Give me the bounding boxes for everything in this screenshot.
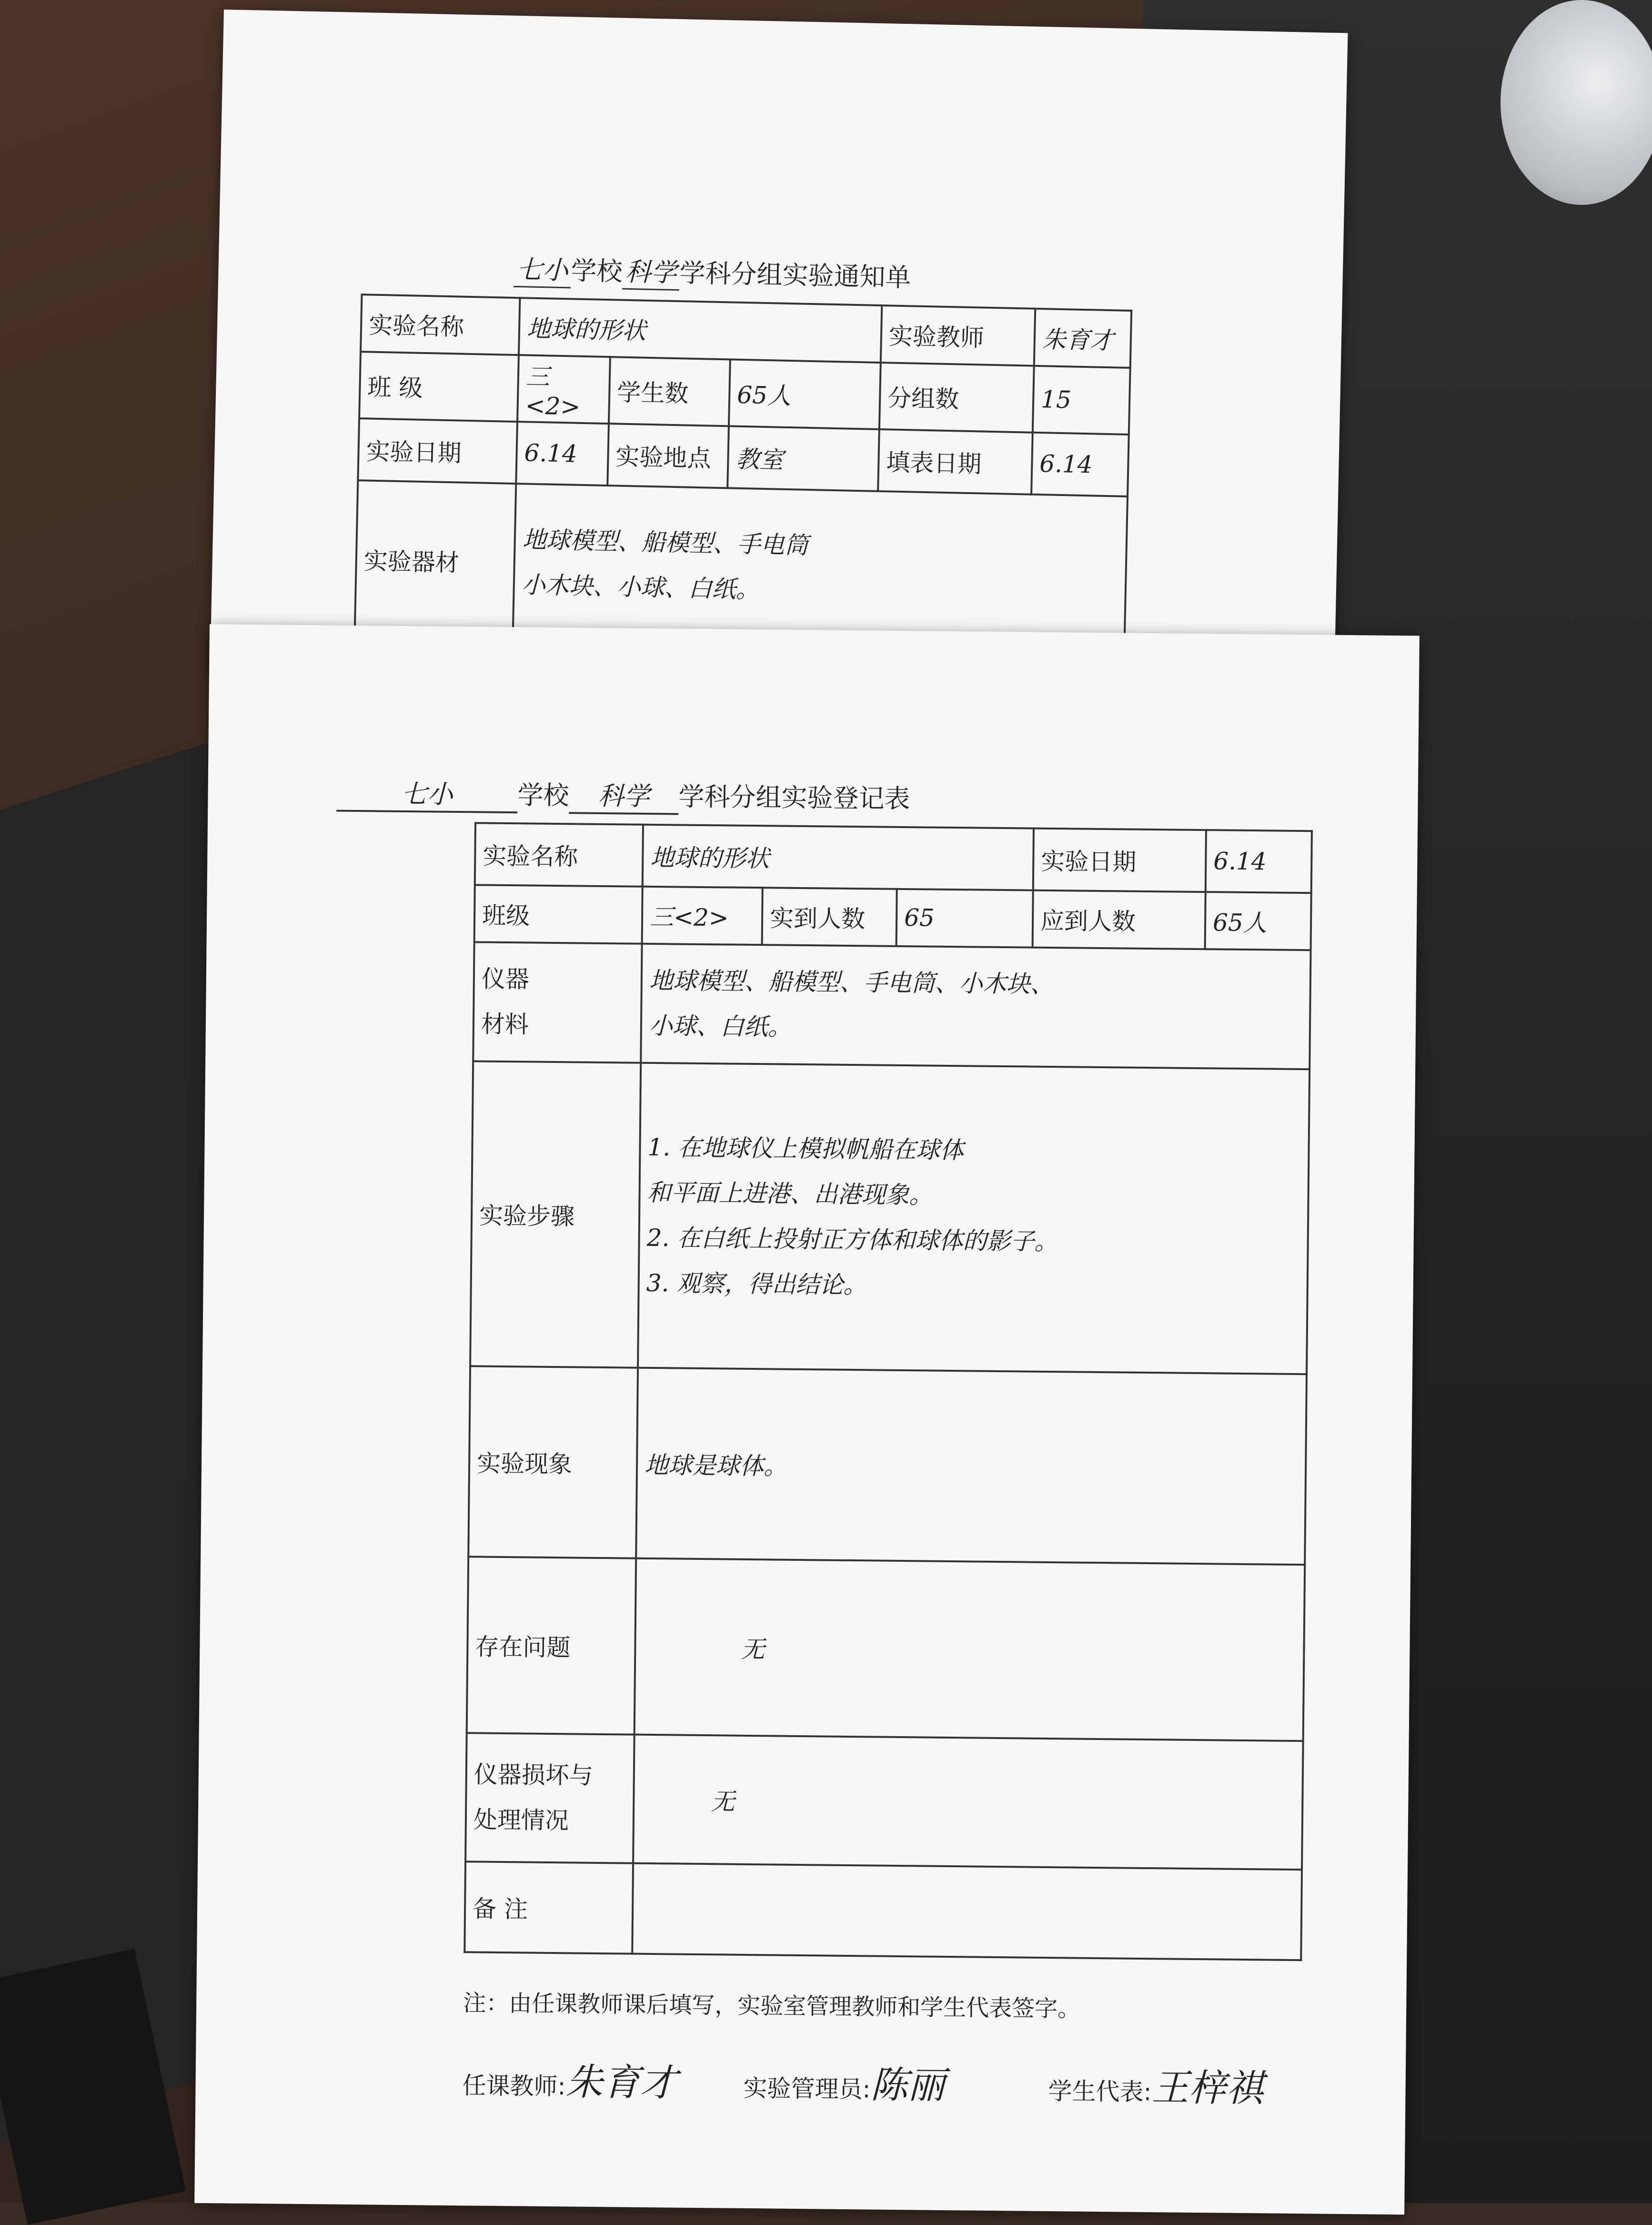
step-2: 2. 在白纸上投射正方体和球体的影子。 [646,1224,1058,1256]
sig-admin: 陈丽 [870,2063,945,2107]
step-1b: 和平面上进港、出港现象。 [647,1178,933,1209]
materials-line-1: 地球模型、船模型、手电筒、小木块、 [649,966,1055,999]
reg-value-problems: 无 [635,1558,1305,1741]
reg-label-materials [473,942,642,1062]
notice-sheet [210,10,1348,700]
label-place: 实验地点 [607,424,729,488]
reg-label-name: 实验名称 [475,823,643,886]
label-equipment: 实验器材 [354,480,516,641]
reg-value-remarks [632,1863,1302,1960]
reg-value-expected: 65人 [1205,892,1311,950]
reg-label-damage [465,1733,635,1863]
register-title [336,773,910,818]
notice-title-suffix: 学科分组实验通知单 [679,258,912,293]
reg-label-class: 班级 [474,885,643,943]
reg-label-damage2: 处理情况 [473,1806,569,1835]
value-place: 教室 [727,426,879,491]
notice-title [514,249,911,295]
step-1a: 1. 在地球仪上模拟帆船在球体 [647,1133,964,1164]
sig-student: 王梓祺 [1151,2066,1263,2111]
sig-teacher-label: 任课教师: [462,2072,566,2101]
reg-label-instr1: 仪器 [481,965,530,993]
reg-label-steps: 实验步骤 [470,1061,641,1367]
reg-label-actual: 实到人数 [762,888,897,946]
reg-value-class: 三<2> [642,887,763,945]
value-fill-date: 6.14 [1031,433,1129,496]
value-date: 6.14 [516,422,609,485]
label-name: 实验名称 [361,294,520,355]
reg-label-date: 实验日期 [1033,829,1206,892]
step-3: 3. 观察，得出结论。 [646,1269,867,1299]
register-school-suffix: 学校 [517,780,569,811]
reg-value-damage: 无 [633,1735,1303,1870]
equipment-line-1: 地球模型、船模型、手电筒 [522,526,809,559]
label-date: 实验日期 [358,418,517,484]
label-class: 班 级 [359,352,519,422]
sig-teacher-row [462,2051,677,2106]
register-title-suffix: 学科分组实验登记表 [678,781,910,814]
reg-label-damage1: 仪器损坏与 [473,1760,594,1790]
materials-line-2: 小球、白纸。 [648,1011,792,1041]
reg-value-actual: 65 [897,889,1033,948]
notice-school: 七小 [514,249,572,288]
register-school: 七小 [336,773,518,814]
reg-label-problems: 存在问题 [467,1557,636,1734]
register-note: 注：由任课教师课后填写，实验室管理教师和学生代表签字。 [463,1990,1081,2023]
sig-admin-label: 实验管理员: [743,2074,871,2104]
label-teacher: 实验教师 [881,305,1035,366]
sig-student-row [1048,2057,1263,2112]
reg-value-phenomenon: 地球是球体。 [636,1368,1307,1565]
reg-label-remarks: 备 注 [464,1861,633,1953]
notice-subject: 科学 [622,252,680,291]
value-teacher: 朱育才 [1034,309,1131,368]
sig-teacher: 朱育才 [565,2061,677,2105]
equipment-line-2: 小木块、小球、白纸。 [521,571,760,604]
register-subject: 科学 [569,775,679,815]
metal-disc [1501,0,1652,205]
reg-value-materials [641,944,1310,1069]
register-table [463,822,1313,1961]
notice-table [353,293,1132,655]
label-students: 学生数 [609,357,730,426]
reg-label-expected: 应到人数 [1033,890,1206,949]
value-class: 三<2> [517,355,610,424]
value-groups: 15 [1033,366,1130,435]
label-groups: 分组数 [879,363,1034,433]
reg-value-steps [638,1063,1310,1374]
label-fill-date: 填表日期 [878,429,1033,495]
reg-value-date: 6.14 [1206,830,1312,893]
reg-label-phenomenon: 实验现象 [468,1366,638,1558]
sig-admin-row [743,2054,945,2109]
notice-school-suffix: 学校 [571,255,623,287]
value-students: 65人 [729,359,881,429]
reg-value-name: 地球的形状 [643,825,1034,890]
reg-label-instr2: 材料 [481,1010,529,1039]
register-sheet [194,624,1420,2215]
value-name: 地球的形状 [519,298,882,363]
sig-student-label: 学生代表: [1048,2077,1152,2106]
